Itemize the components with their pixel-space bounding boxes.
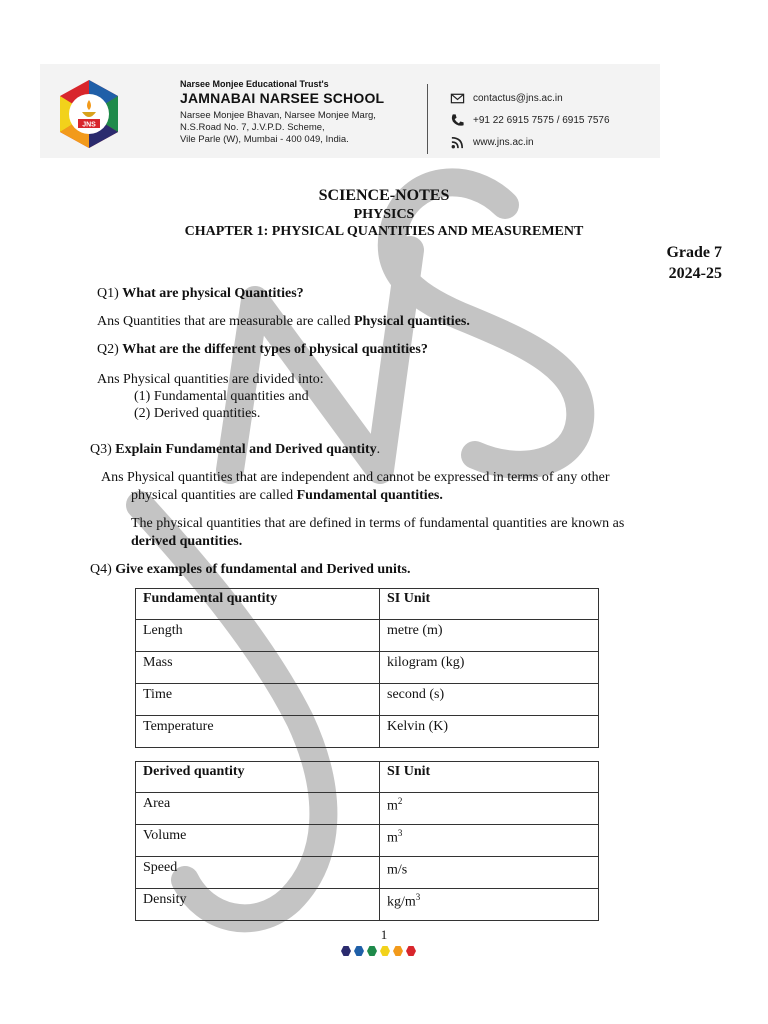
question-number: Q4) <box>90 562 112 577</box>
quantity-cell: Temperature <box>136 716 380 748</box>
column-header: SI Unit <box>380 762 599 793</box>
grade-label: Grade 7 <box>666 244 722 261</box>
table-row <box>136 889 599 921</box>
dot <box>406 946 416 956</box>
address-line-3: Vile Parle (W), Mumbai - 400 049, India. <box>180 134 349 145</box>
rss-icon <box>450 135 465 150</box>
dot <box>380 946 390 956</box>
dot <box>367 946 377 956</box>
address-line-1: Narsee Monjee Bhavan, Narsee Monjee Marg, <box>180 110 376 121</box>
answer-3b-line-1: The physical quantities that are defined in terms of fundamental quantities are known as <box>131 516 625 531</box>
column-header: Fundamental quantity <box>136 589 380 620</box>
question-number: Q1) <box>97 286 119 301</box>
chapter-title: CHAPTER 1: PHYSICAL QUANTITIES AND MEASUREMENT <box>184 224 584 239</box>
answer-1 <box>97 313 470 331</box>
table-row <box>136 620 599 652</box>
table-header-row <box>136 762 599 793</box>
unit-cell: kilogram (kg) <box>380 652 599 684</box>
question-1 <box>97 285 304 303</box>
quantity-cell: Density <box>136 889 380 921</box>
unit-cell: m/s <box>380 857 599 889</box>
dot <box>341 946 351 956</box>
answer-3-line-2 <box>131 487 443 505</box>
page-title: SCIENCE-NOTES <box>318 187 450 204</box>
answer-3-line-1: Ans Physical quantities that are independent and cannot be expressed in terms of any other <box>101 470 610 485</box>
school-name: JAMNABAI NARSEE SCHOOL <box>180 90 385 106</box>
header-divider <box>427 84 428 154</box>
phone-icon <box>450 113 465 128</box>
website-row[interactable] <box>450 135 534 150</box>
unit-cell: $kg/m^3$ <box>380 889 599 921</box>
phone-text: +91 22 6915 7575 / 6915 7576 <box>473 115 610 126</box>
unit-cell: $m^2$ <box>380 793 599 825</box>
column-header: Derived quantity <box>136 762 380 793</box>
email-row[interactable] <box>450 91 563 106</box>
table-row <box>136 684 599 716</box>
quantity-cell: Area <box>136 793 380 825</box>
question-text: What are the different types of physical quantities? <box>122 342 428 357</box>
unit-cell: metre (m) <box>380 620 599 652</box>
table-header-row <box>136 589 599 620</box>
question-4 <box>90 561 410 579</box>
email-text: contactus@jns.ac.in <box>473 93 563 104</box>
year-label: 2024-25 <box>668 265 722 282</box>
answer-2-intro: Ans Physical quantities are divided into: <box>97 372 324 387</box>
quantity-cell: Length <box>136 620 380 652</box>
derived-units-table <box>135 761 599 921</box>
unit-cell: $m^3$ <box>380 825 599 857</box>
question-text: Give examples of fundamental and Derived units. <box>115 562 411 577</box>
page-number: 1 <box>380 927 388 942</box>
phone-row[interactable] <box>450 113 610 128</box>
trust-name: Narsee Monjee Educational Trust's <box>180 79 329 89</box>
question-text: What are physical Quantities? <box>122 286 304 301</box>
table-row <box>136 652 599 684</box>
subject-title: PHYSICS <box>353 207 415 222</box>
question-text: Explain Fundamental and Derived quantity <box>115 442 377 457</box>
quantity-cell: Speed <box>136 857 380 889</box>
school-logo <box>56 78 122 150</box>
logo-text: JNS <box>82 121 96 129</box>
table-row <box>136 793 599 825</box>
answer-text: Ans Quantities that are measurable are called <box>97 314 354 329</box>
unit-cell: second (s) <box>380 684 599 716</box>
answer-bold: Fundamental quantities. <box>296 488 443 503</box>
question-end: . <box>376 442 381 457</box>
fundamental-units-table <box>135 588 599 748</box>
answer-2-item-2: (2) Derived quantities. <box>134 406 261 421</box>
answer-text: physical quantities are called <box>131 488 297 503</box>
dot <box>354 946 364 956</box>
website-text: www.jns.ac.in <box>473 137 534 148</box>
dot <box>393 946 403 956</box>
quantity-cell: Volume <box>136 825 380 857</box>
answer-3b-line-2 <box>131 533 242 551</box>
unit-cell: Kelvin (K) <box>380 716 599 748</box>
question-3 <box>90 441 380 459</box>
table-row <box>136 857 599 889</box>
mail-icon <box>450 91 465 106</box>
answer-bold: Physical quantities. <box>353 314 470 329</box>
table-row <box>136 825 599 857</box>
answer-2-item-1: (1) Fundamental quantities and <box>134 389 309 404</box>
quantity-cell: Time <box>136 684 380 716</box>
address-line-2: N.S.Road No. 7, J.V.P.D. Scheme, <box>180 122 325 133</box>
column-header: SI Unit <box>380 589 599 620</box>
question-2 <box>97 341 428 359</box>
answer-bold: derived quantities. <box>131 534 243 549</box>
table-row <box>136 716 599 748</box>
question-number: Q2) <box>97 342 119 357</box>
quantity-cell: Mass <box>136 652 380 684</box>
question-number: Q3) <box>90 442 112 457</box>
footer-color-dots <box>341 946 416 956</box>
